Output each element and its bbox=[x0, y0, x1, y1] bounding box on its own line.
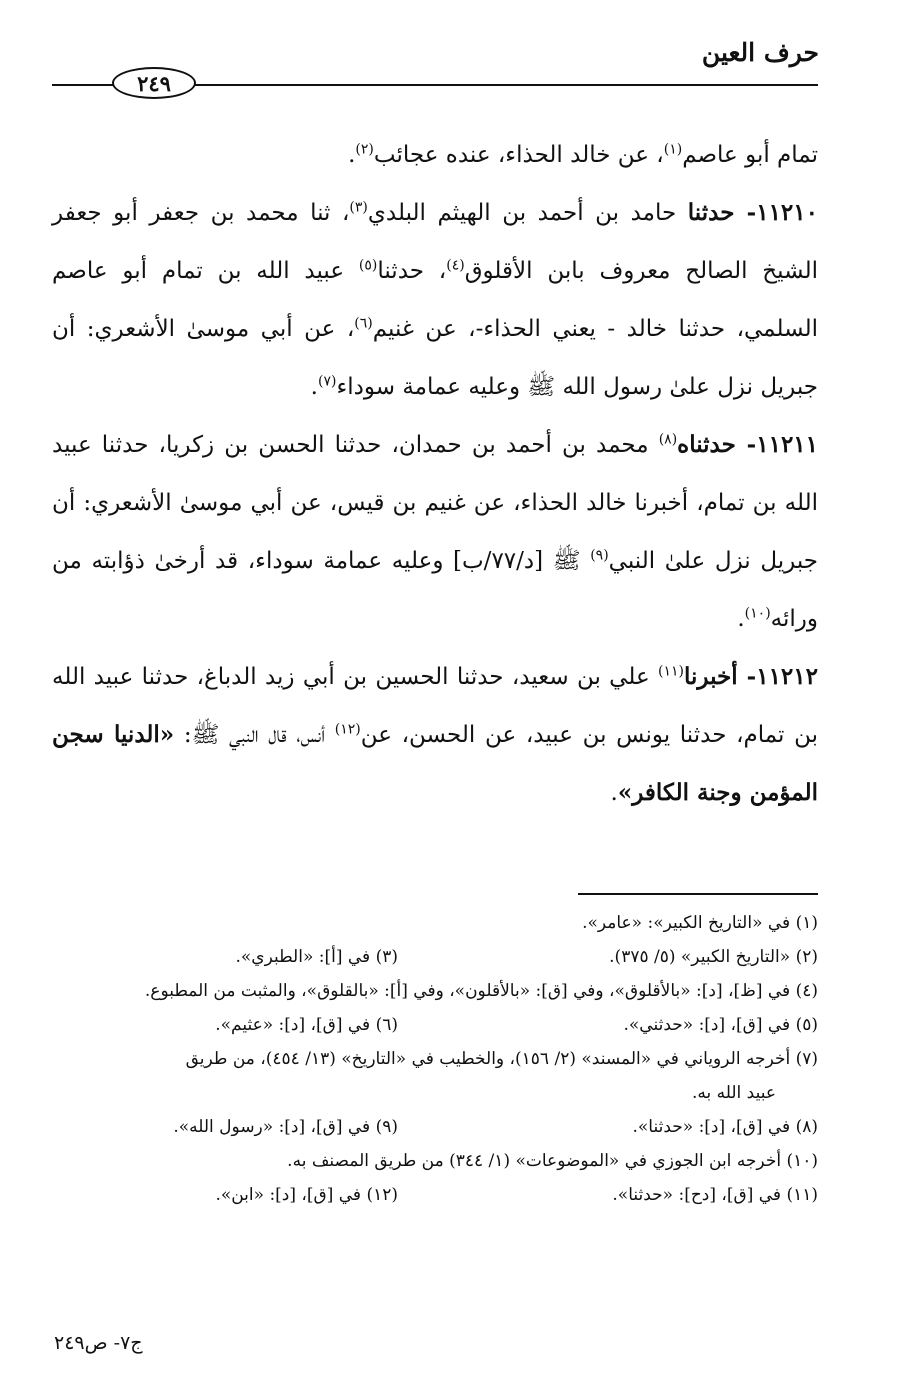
text-run: حامد بن أحمد بن الهيثم البلدي bbox=[367, 200, 688, 226]
footnote-marker: (١٠) bbox=[744, 605, 771, 622]
hadith-11211 bbox=[52, 416, 818, 648]
footnote-separator bbox=[578, 893, 818, 895]
hadith-lead-word: حدثناه bbox=[677, 431, 736, 458]
hadith-quote: «الدنيا سجن المؤمن وجنة الكافر» bbox=[52, 721, 818, 806]
footnote-3: (٣) في [أ]: «الطبري». bbox=[235, 947, 398, 967]
footnote-7: (٧) أخرجه الروياني في «المسند» (٢/ ١٥٦)، والخطيب في «التاريخ» (١٣/ ٤٥٤)، من طريق bbox=[185, 1049, 818, 1069]
hadith-number: ١١٢١٢- bbox=[737, 663, 818, 690]
footnote-row bbox=[52, 1008, 818, 1042]
footnote-marker: (١) bbox=[663, 141, 683, 158]
text-run: ﷺ [د/٧٧/ب] وعليه عمامة سوداء، قد أرخىٰ ذؤابته من ورائه bbox=[52, 548, 818, 632]
footnote-6: (٦) في [ق]، [د]: «عثيم». bbox=[215, 1015, 398, 1035]
text-run: ، عن أبي موسىٰ الأشعري: أن جبريل نزل علىٰ رسول الله ﷺ وعليه عمامة سوداء bbox=[52, 316, 818, 400]
text-run: محمد بن أحمد بن حمدان، حدثنا الحسن بن زكريا، حدثنا عبيد الله بن تمام، أخبرنا خالد الحذاء، عن غنيم بن قيس، عن أبي موسىٰ الأشعري: أن جبريل نزل علىٰ النبي bbox=[52, 432, 818, 574]
footnote-5: (٥) في [ق]، [د]: «حدثني». bbox=[623, 1015, 818, 1035]
text-run: . bbox=[737, 606, 745, 632]
text-run: . bbox=[310, 374, 318, 400]
hadith-number: ١١٢١٠- bbox=[734, 199, 818, 226]
hadith-11212 bbox=[52, 648, 818, 822]
volume-page-reference: ج٧- ص٢٤٩ bbox=[54, 1332, 143, 1354]
footnote-11: (١١) في [ق]، [دح]: «حدثنا». bbox=[612, 1185, 818, 1205]
footnote-10: (١٠) أخرجه ابن الجوزي في «الموضوعات» (١/ ٣٤٤) من طريق المصنف به. bbox=[287, 1151, 818, 1171]
footnote-marker: (٨) bbox=[658, 431, 678, 448]
footnote-marker: (٣) bbox=[349, 199, 368, 216]
footnote-12: (١٢) في [ق]، [د]: «ابن». bbox=[215, 1185, 398, 1205]
footnote-row bbox=[52, 1110, 818, 1144]
hadith-11210 bbox=[52, 184, 818, 416]
main-text bbox=[52, 126, 818, 822]
footnote-marker: (٥) bbox=[358, 257, 378, 274]
footnote-8: (٨) في [ق]، [د]: «حدثنا». bbox=[632, 1117, 818, 1137]
footnote-1: (١) في «التاريخ الكبير»: «عامر». bbox=[582, 913, 818, 933]
footnote-marker: (٧) bbox=[317, 373, 337, 390]
footnote-9: (٩) في [ق]، [د]: «رسول الله». bbox=[173, 1117, 398, 1137]
text-run: عبيد الله بن تمام أبو عاصم السلمي، حدثنا خالد - يعني الحذاء-، عن غنيم bbox=[52, 258, 818, 342]
footnote-2: (٢) «التاريخ الكبير» (٥/ ٣٧٥). bbox=[609, 947, 818, 967]
footnote-row bbox=[52, 940, 818, 974]
text-run: أنس، قال النبي ﷺ: bbox=[174, 722, 335, 748]
hadith-lead-word: حدثنا bbox=[687, 199, 735, 226]
footnote-marker: (٢) bbox=[355, 141, 374, 158]
page-number-badge: ٢٤٩ bbox=[112, 67, 196, 99]
footnote-row bbox=[52, 1178, 818, 1212]
text-run: . bbox=[610, 780, 618, 806]
footnote-marker: (٩) bbox=[590, 547, 609, 564]
hadith-lead-word: أخبرنا bbox=[684, 663, 738, 690]
text-run: . bbox=[348, 142, 356, 168]
footnote-marker: (١٢) bbox=[334, 721, 361, 738]
footnotes bbox=[52, 906, 818, 1212]
footnote-marker: (١١) bbox=[658, 663, 684, 680]
text-run: ، حدثنا bbox=[377, 258, 447, 284]
hadith-number: ١١٢١١- bbox=[735, 431, 819, 458]
footnote-marker: (٤) bbox=[446, 257, 465, 274]
footnote-7-continuation: عبيد الله به. bbox=[691, 1083, 776, 1103]
text-run: علي بن سعيد، حدثنا الحسين بن أبي زيد الدباغ، حدثنا عبيد الله بن تمام، حدثنا يونس بن عبيد، عن الحسن، عن bbox=[52, 664, 818, 748]
paragraph-continuation bbox=[52, 126, 818, 184]
header-title: حرف العين bbox=[701, 38, 819, 67]
footnote-4: (٤) في [ظ]، [د]: «بالأقلوق»، وفي [ق]: «بالأقلون»، وفي [أ]: «بالقلوق»، والمثبت من المطبوع. bbox=[144, 981, 818, 1001]
text-run: ، عن خالد الحذاء، عنده عجائب bbox=[373, 142, 664, 168]
text-run: تمام أبو عاصم bbox=[682, 142, 818, 168]
text-run: ، ثنا محمد بن جعفر أبو جعفر الشيخ الصالح معروف بابن الأقلوق bbox=[52, 200, 818, 284]
footnote-marker: (٦) bbox=[354, 315, 373, 332]
